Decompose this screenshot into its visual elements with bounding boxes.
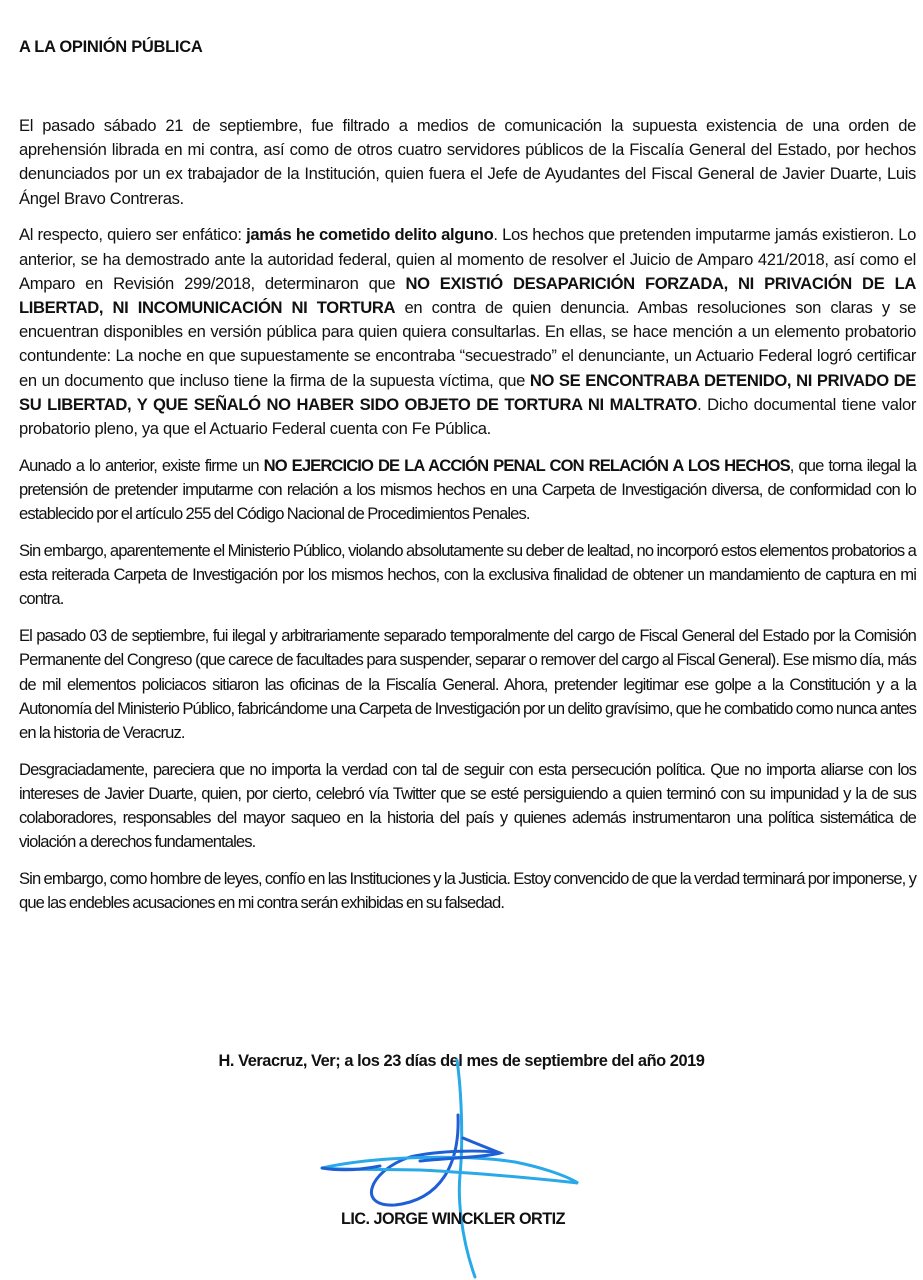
paragraph-text: Sin embargo, como hombre de leyes, confío en las Instituciones y la Justicia. Estoy convencido de que la verdad terminará por imponerse, y que las endebles acusaciones en mi contra serán exhibidas en su falsedad. [19,869,916,913]
paragraph-7 [19,867,916,915]
handwritten-signature-icon [300,1055,600,1280]
paragraph-text: . Los hechos que pretenden imputarme jamás existieron. Lo anterior, se ha demostrado ante la autoridad federal, quien al momento de resolver el Juicio de Amparo 421/2018, así como el Amparo en Revisión 299/2018, determinaron que [19,225,916,293]
paragraph-text: , que torna ilegal la pretensión de pretender imputarme con relación a los mismos hechos en una Carpeta de Investigación diversa, de conformidad con lo establecido por el artículo 255 del Código Nacional de Procedimientos Penales. [19,455,916,524]
signer-name: LIC. JORGE WINCKLER ORTIZ [340,1210,565,1228]
paragraph-text: El pasado sábado 21 de septiembre, fue filtrado a medios de comunicación la supuesta existencia de una orden de aprehensión librada en mi contra, así como de otros cuatro servidores públicos de la Fiscalía General del Estado, por hechos denunciados por un ex trabajador de la Institución, quien fuera el Jefe de Ayudantes del Fiscal General de Javier Duarte, Luis Ángel Bravo Contreras. [19,116,916,208]
paragraph-text: en contra de quien denuncia. Ambas resoluciones son claras y se encuentran disponibles en versión pública para quien quiera consultarlas. En ellas, se hace mención a un elemento probatorio contundente: La noche en que supuestamente se encontraba “secuestrado” el denunciante, un Actuario Federal logró certificar en un documento que incluso tiene la firma de la supuesta víctima, que [19,298,916,390]
emphasis-text: NO EJERCICIO DE LA ACCIÓN PENAL CON RELACIÓN A LOS HECHOS [263,455,790,475]
paragraph-text: Sin embargo, aparentemente el Ministerio Público, violando absolutamente su deber de lealtad, no incorporó estos elementos probatorios a esta reiterada Carpeta de Investigación por los mismos hechos, con la exclusiva finalidad de obtener un mandamiento de captura en mi contra. [19,541,916,609]
paragraph-text: El pasado 03 de septiembre, fui ilegal y arbitrariamente separado temporalmente del cargo de Fiscal General del Estado por la Comisión Permanente del Congreso (que carece de facultades para suspender, separar o remover del cargo al Fiscal General). Ese mismo día, más de mil elementos policiacos sitiaron las oficinas de la Fiscalía General. Ahora, pretender legitimar ese golpe a la Constitución y a la Autonomía del Ministerio Público, fabricándome una Carpeta de Investigación por un delito gravísimo, que he combatido como nunca antes en la historia de Veracruz. [19,626,916,743]
paragraph-text: Aunado a lo anterior, existe firme un [19,455,264,475]
document-body [19,114,916,928]
document-title: A LA OPINIÓN PÚBLICA [19,38,203,56]
emphasis-text: NO SE ENCONTRABA DETENIDO, NI PRIVADO DE SU LIBERTAD, Y QUE SEÑALÓ NO HABER SIDO OBJETO DE TORTURA NI MALTRATO [19,370,916,414]
emphasis-text: jamás he cometido delito alguno [246,225,494,245]
paragraph-text: Al respecto, quiero ser enfático: [19,225,247,245]
paragraph-6 [19,758,916,855]
place-date-line: H. Veracruz, Ver; a los 23 días del mes de septiembre del año 2019 [218,1052,705,1070]
paragraph-1 [19,114,916,211]
paragraph-text: . Dicho documental tiene valor probatorio pleno, ya que el Actuario Federal cuenta con Fe Pública. [19,394,917,439]
emphasis-text: NO EXISTIÓ DESAPARICIÓN FORZADA, NI PRIVACIÓN DE LA LIBERTAD, NI INCOMUNICACIÓN NI TORTURA [19,273,916,318]
paragraph-2 [19,223,916,441]
paragraph-3 [19,454,916,527]
paragraph-4 [19,539,916,612]
paragraph-5 [19,624,916,745]
paragraph-text: Desgraciadamente, pareciera que no importa la verdad con tal de seguir con esta persecución política. Que no importa aliarse con los intereses de Javier Duarte, quien, por cierto, celebró vía Twitter que se esté persiguiendo a quien terminó con su impunidad y la de sus colaboradores, responsables del mayor saqueo en la historia del país y quienes además instrumentaron una política sistemática de violación a derechos fundamentales. [19,759,916,852]
